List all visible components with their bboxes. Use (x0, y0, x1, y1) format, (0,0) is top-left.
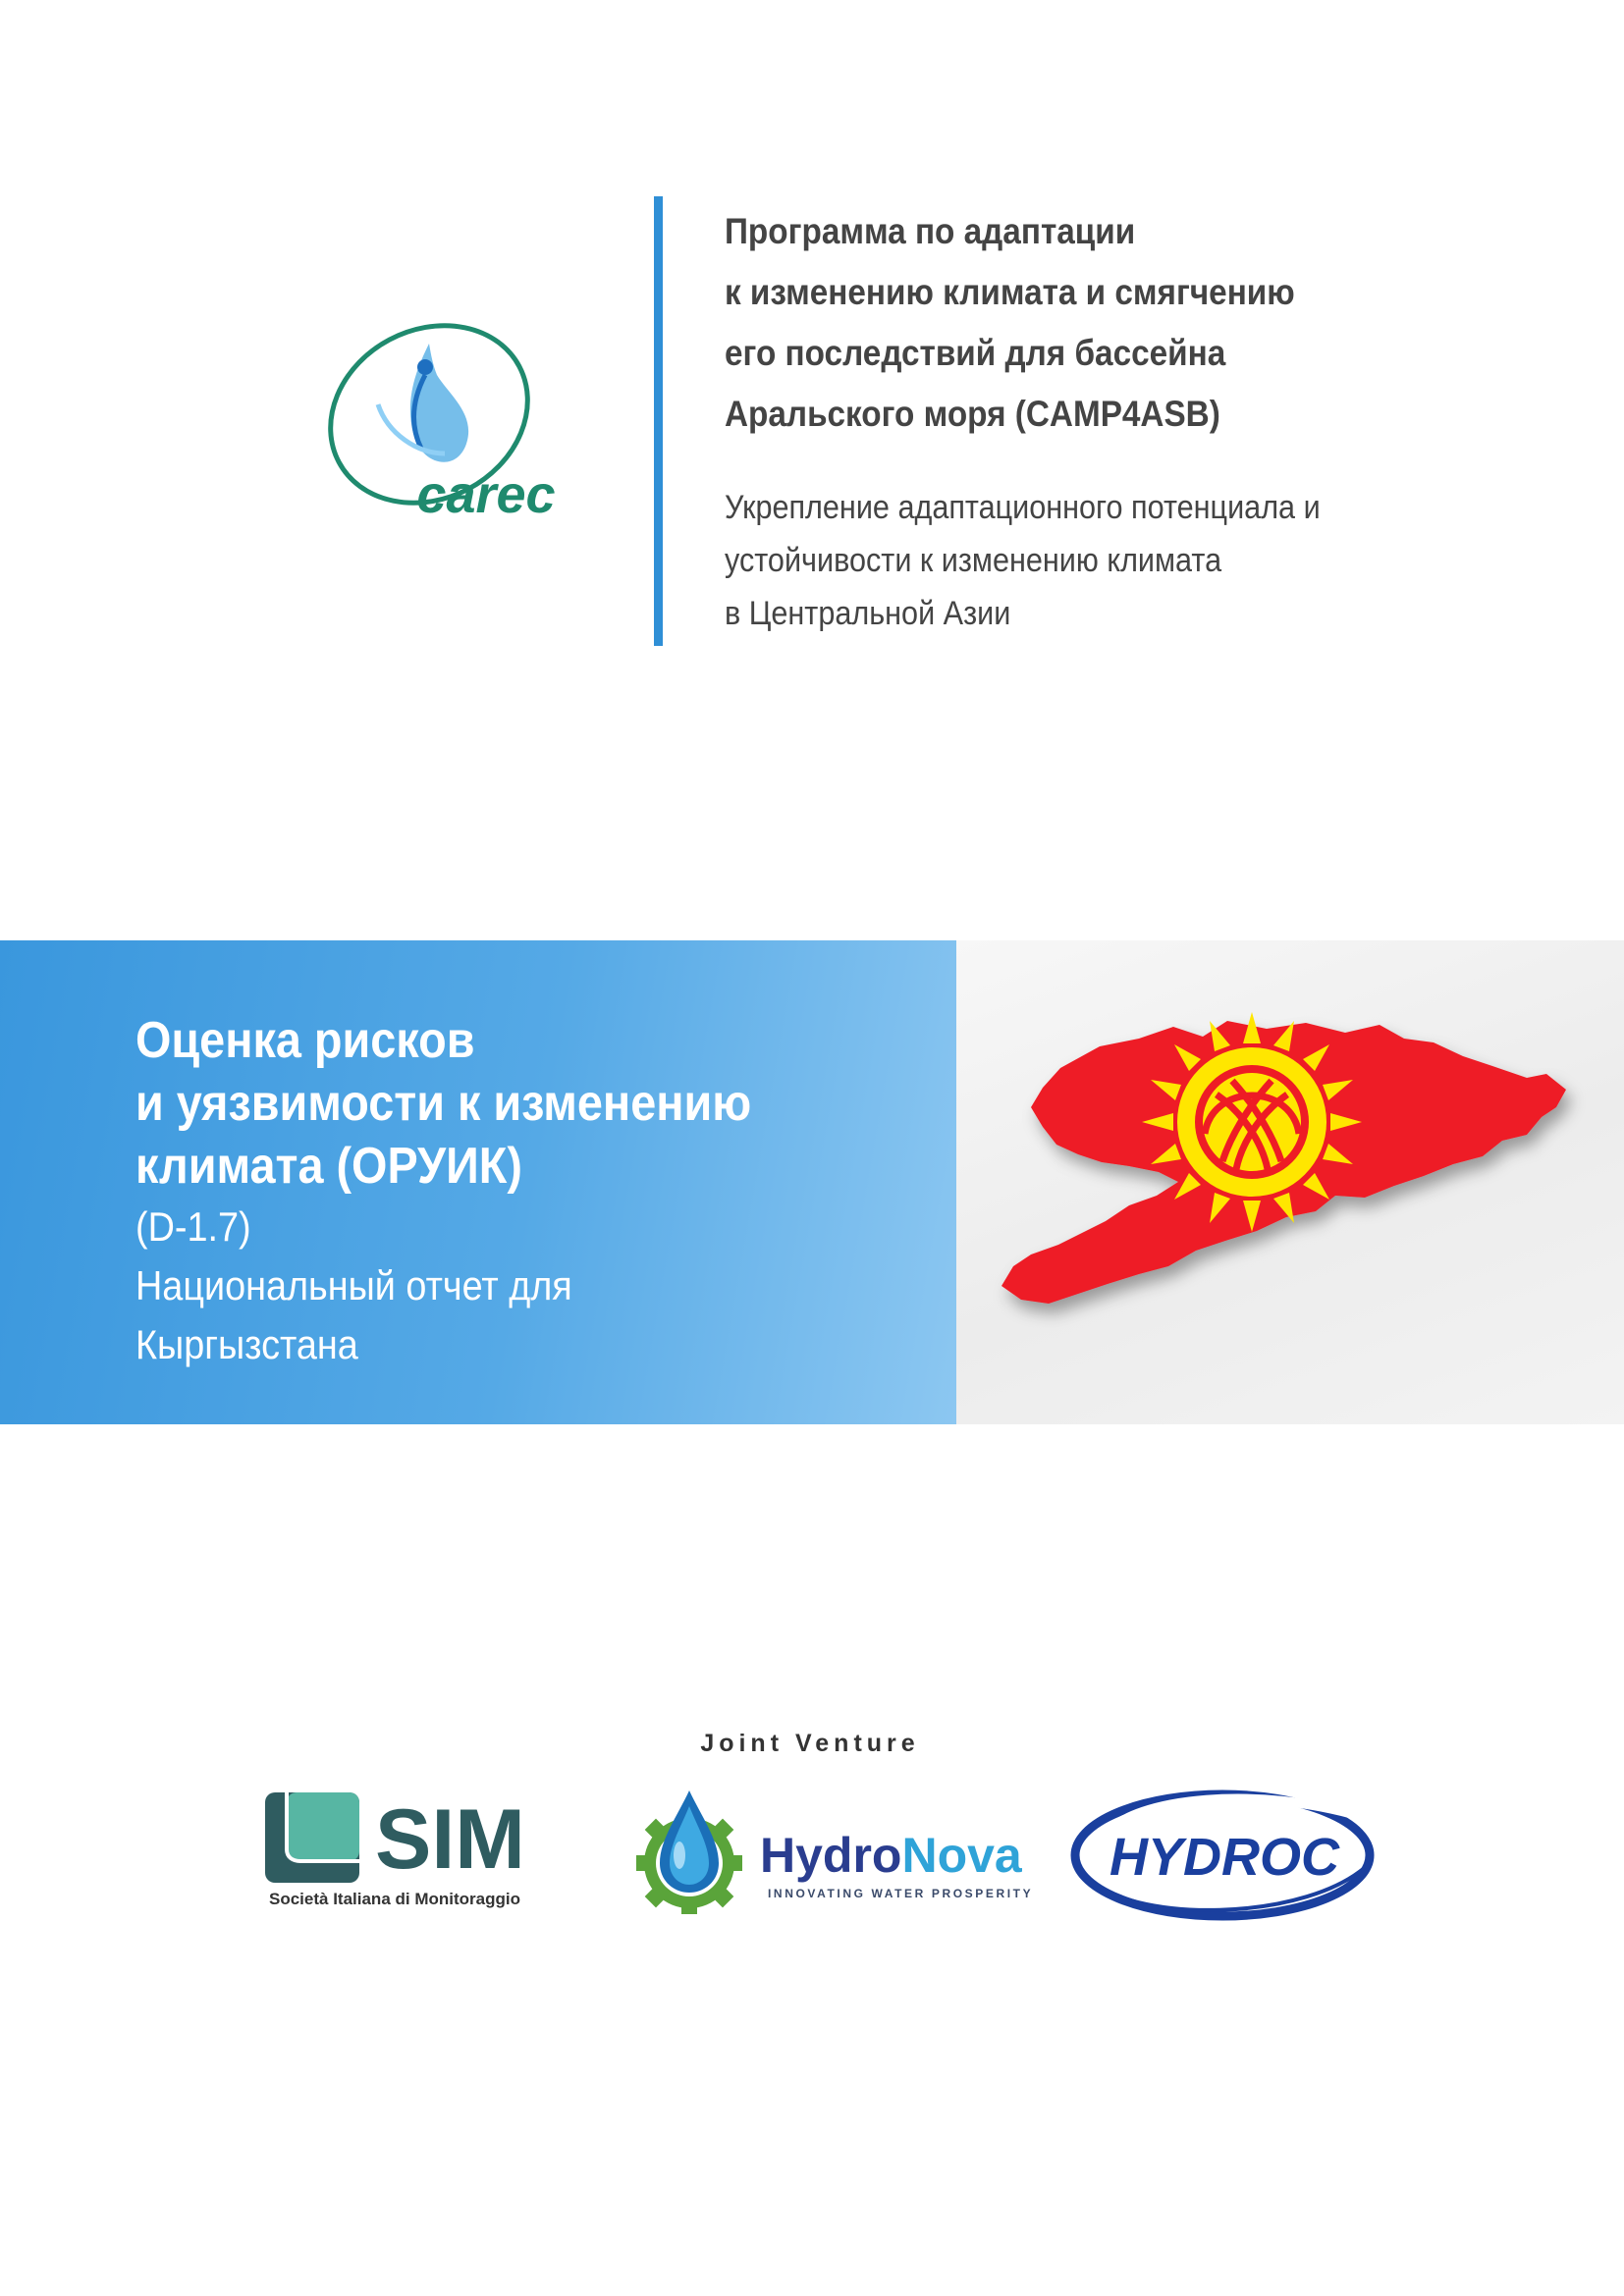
carec-logo (319, 306, 556, 527)
program-title-line: Программа по адаптации (725, 211, 1136, 251)
carec-logo-text: carec (416, 465, 556, 524)
program-title-line: Аральского моря (CAMP4ASB) (725, 394, 1220, 434)
header-divider (654, 196, 663, 646)
report-subtitle (135, 1198, 860, 1374)
hydroc-logo (1065, 1777, 1384, 1926)
report-title-line: климата (ОРУИК) (135, 1138, 522, 1195)
sim-mark-icon (265, 1792, 359, 1883)
sim-wordmark: SIM (375, 1792, 525, 1887)
hydroc-wordmark: HYDROC (1109, 1828, 1340, 1887)
hydronova-word-part2: Nova (901, 1828, 1022, 1883)
program-subtitle-line: в Центральной Азии (725, 595, 1011, 632)
banner-map-panel (956, 940, 1624, 1424)
report-code: (D-1.7) (135, 1203, 251, 1250)
program-subtitle-line: устойчивости к изменению климата (725, 542, 1222, 579)
hydronova-gear-drop-icon (630, 1787, 748, 1914)
report-subtitle-line: Национальный отчет для (135, 1262, 572, 1308)
program-title-line: его последствий для бассейна (725, 333, 1226, 373)
hydronova-logo (630, 1787, 1034, 1924)
hydronova-wordmark (760, 1828, 1022, 1883)
title-banner (0, 940, 1624, 1424)
banner-blue-panel (0, 940, 956, 1424)
sim-logo (265, 1787, 560, 1919)
sim-tagline: Società Italiana di Monitoraggio (269, 1890, 520, 1908)
report-title (135, 1009, 860, 1198)
report-subtitle-line: Кыргызстана (135, 1321, 358, 1367)
program-subtitle (725, 481, 1361, 640)
program-title-line: к изменению климата и смягчению (725, 272, 1295, 312)
hydronova-word-part1: Hydro (760, 1828, 902, 1883)
report-title-line: и уязвимости к изменению (135, 1075, 752, 1132)
report-title-line: Оценка рисков (135, 1012, 475, 1069)
program-title (725, 201, 1361, 445)
kyrgyzstan-flag-map-icon (992, 1009, 1581, 1333)
hydronova-tagline: INNOVATING WATER PROSPERITY (768, 1887, 1034, 1900)
program-subtitle-line: Укрепление адаптационного потенциала и (725, 489, 1321, 526)
joint-venture-label: Joint Venture (700, 1730, 920, 1757)
